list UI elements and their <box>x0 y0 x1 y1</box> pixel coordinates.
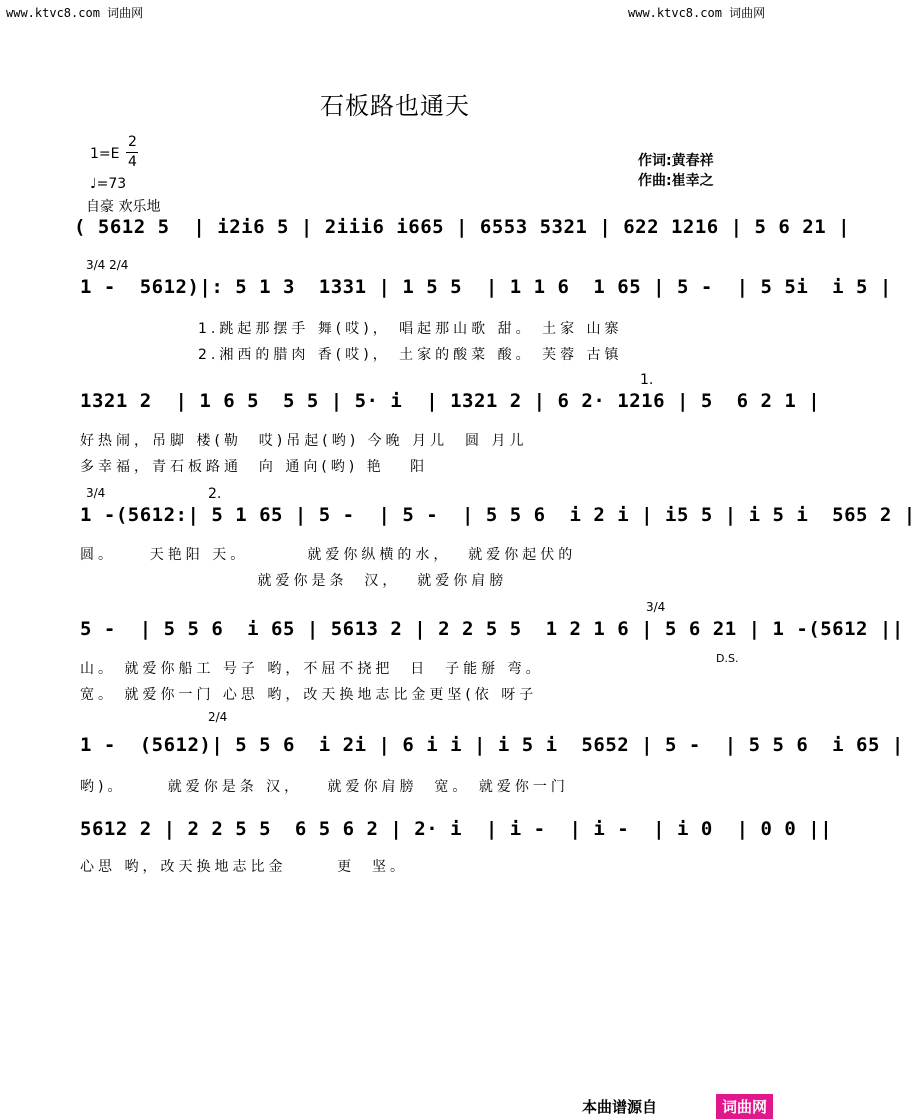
song-title: 石板路也通天 <box>320 92 470 120</box>
lyric-verse-1: 山。 就爱你船工 号子 哟，不屈不挠把 日 子能掰 弯。 <box>80 661 544 677</box>
volta-first: 1. <box>640 372 654 388</box>
lyric-verse-2: 宽。 就爱你一门 心思 哟，改天换地志比金更坚(依 呀子 <box>80 687 538 703</box>
volta-second: 2. <box>208 486 222 502</box>
notation-line: 5612 2 | 2 2 5 5 6 5 6 2 | 2· i | i - | i - | i 0 | 0 0 || <box>80 818 833 840</box>
time-signature-line <box>126 152 138 153</box>
composer-credit: 作曲:崔幸之 <box>638 173 714 189</box>
time-signature-top: 2 <box>128 134 137 150</box>
notation-line: 5 - | 5 5 6 i 65 | 5613 2 | 2 2 5 5 1 2 1 6 | 5 6 21 | 1 -(5612 || <box>80 618 904 640</box>
lyric-verse-1: 心思 哟，改天换地志比金 更 坚。 <box>80 859 409 875</box>
style-mark: 自豪 欢乐地 <box>86 199 161 215</box>
score-row-2 <box>80 258 892 368</box>
time-change: 3/4 <box>86 486 106 500</box>
watermark-right: www.ktvc8.com 词曲网 <box>628 6 766 20</box>
lyric-verse-1: 圆。 天艳阳 天。 就爱你纵横的水， 就爱你起伏的 <box>80 547 577 563</box>
lyric-verse-2: 2.湘西的腊肉 香(哎)， 土家的酸菜 酸。 芙蓉 古镇 <box>198 347 623 363</box>
notation-line: 1321 2 | 1 6 5 5 5 | 5· i | 1321 2 | 6 2· 1216 | 5 6 2 1 | <box>80 390 821 412</box>
key-signature: 1=E <box>90 146 120 162</box>
notation-line: 1 -(5612:| 5 1 65 | 5 - | 5 - | 5 5 6 i 2 i | i5 5 | i 5 i 565 2 | <box>80 504 916 526</box>
notation-line: ( 5612 5 | i2i6 5 | 2iii6 i665 | 6553 5321 | 622 1216 | 5 6 21 | <box>74 216 851 238</box>
lyric-verse-1: 好热闹，吊脚 楼(勒 哎)吊起(哟) 今晚 月儿 圆 月儿 <box>80 433 528 449</box>
watermark-left: www.ktvc8.com 词曲网 <box>6 6 144 20</box>
time-change: 3/4 2/4 <box>86 258 129 272</box>
lyric-verse-1: 哟)。 就爱你是条 汉， 就爱你肩膀 宽。 就爱你一门 <box>80 779 569 795</box>
score-row-1 <box>74 214 851 254</box>
score-row-6 <box>80 710 904 800</box>
notation-line: 1 - (5612)| 5 5 6 i 2i | 6 i i | i 5 i 5652 | 5 - | 5 5 6 i 65 | <box>80 734 904 756</box>
notation-line: 1 - 5612)|: 5 1 3 1331 | 1 5 5 | 1 1 6 1 65 | 5 - | 5 5i i 5 | <box>80 276 892 298</box>
time-signature-bottom: 4 <box>128 154 137 170</box>
lyric-verse-2: 多幸福，青石板路通 向 通向(哟) 艳 阳 <box>80 459 429 475</box>
ds-mark: D.S. <box>716 652 739 665</box>
score-row-4 <box>80 486 916 596</box>
footer-source-text: 本曲谱源自 <box>582 1098 658 1116</box>
time-change: 2/4 <box>208 710 228 724</box>
score-row-5 <box>80 600 904 710</box>
footer-logo[interactable]: 词曲网 <box>716 1094 773 1119</box>
time-change: 3/4 <box>646 600 666 614</box>
lyricist-credit: 作词:黄春祥 <box>638 153 714 169</box>
score-row-3 <box>80 372 821 482</box>
lyric-verse-1: 1.跳起那摆手 舞(哎)， 唱起那山歌 甜。 土家 山寨 <box>198 321 623 337</box>
score-row-7 <box>80 806 833 886</box>
lyric-verse-2: 就爱你是条 汉， 就爱你肩膀 <box>80 573 508 589</box>
tempo-mark: ♩=73 <box>90 176 127 192</box>
